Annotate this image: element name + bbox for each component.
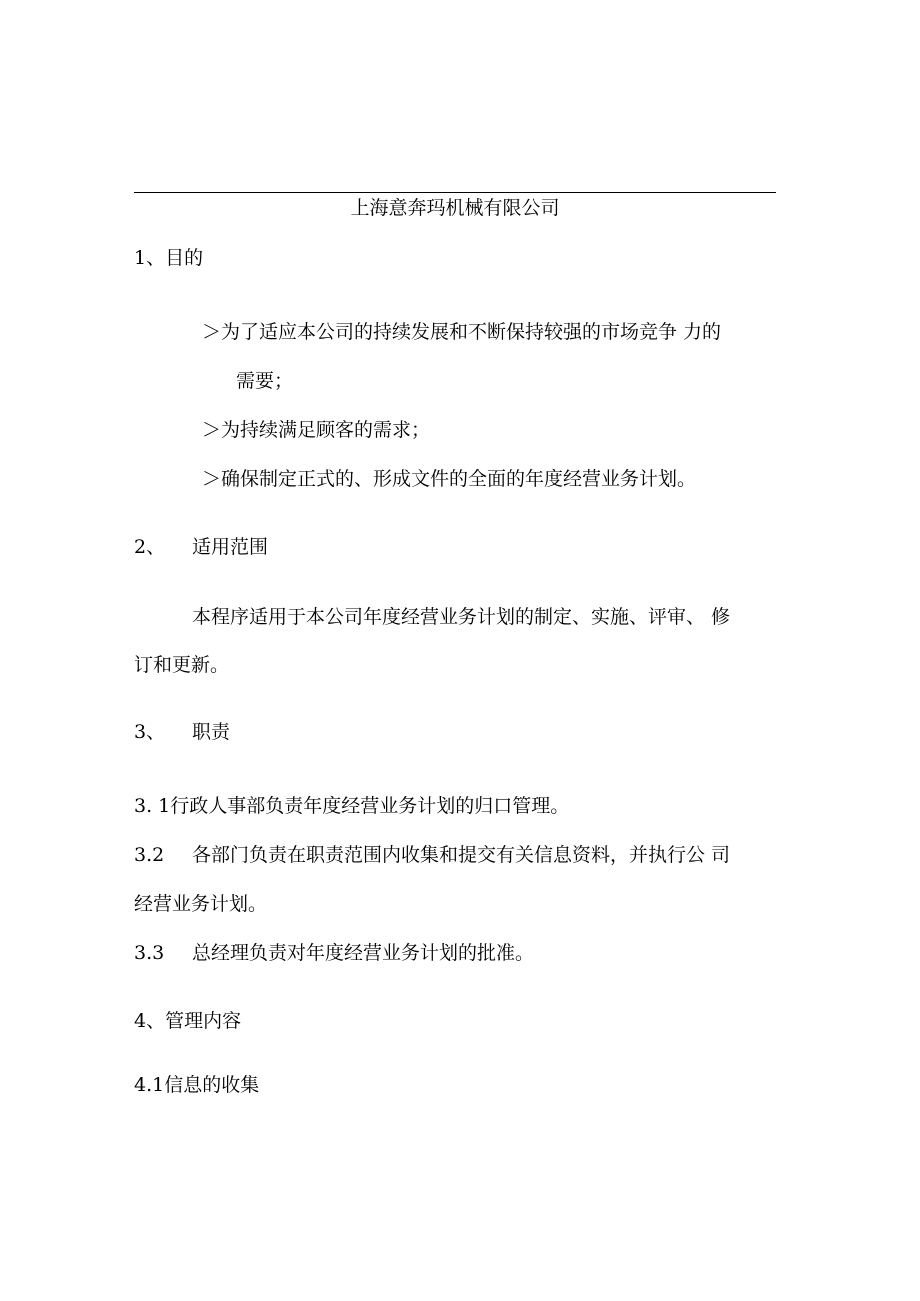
duty-item-3-2-text: 各部门负责在职责范围内收集和提交有关信息资料，并执行公 司 [192, 844, 731, 866]
duty-item-3-3-number: 3.3 [134, 942, 165, 964]
section-2-number: 2、 [134, 536, 166, 558]
section-3-number: 3、 [134, 721, 166, 743]
scope-body-line-2: 订和更新。 [134, 654, 230, 676]
header-rule [134, 192, 776, 193]
purpose-bullet-3: ＞确保制定正式的、形成文件的全面的年度经营业务计划。 [202, 468, 697, 490]
purpose-bullet-1-cont: 需要； [236, 370, 294, 392]
section-3-title: 职责 [192, 721, 231, 743]
duty-item-3-3-text: 总经理负责对年度经营业务计划的批准。 [192, 942, 535, 964]
section-2-title: 适用范围 [192, 536, 269, 558]
scope-body-line-1: 本程序适用于本公司年度经营业务计划的制定、实施、评审、 修 [192, 606, 731, 628]
section-4-1-title: 4.1信息的收集 [134, 1074, 260, 1096]
company-name: 上海意奔玛机械有限公司 [350, 197, 560, 219]
section-1-title: 1、目的 [134, 247, 204, 269]
purpose-bullet-2: ＞为持续满足顾客的需求； [202, 419, 431, 441]
section-4-title: 4、管理内容 [134, 1010, 242, 1032]
duty-item-3-2-number: 3.2 [134, 844, 165, 866]
duty-item-3-2-cont: 经营业务计划。 [134, 893, 268, 915]
purpose-bullet-1: ＞为了适应本公司的持续发展和不断保持较强的市场竞争 力的 [202, 321, 722, 343]
duty-item-3-1: 3. 1行政人事部负责年度经营业务计划的归口管理。 [134, 795, 570, 817]
